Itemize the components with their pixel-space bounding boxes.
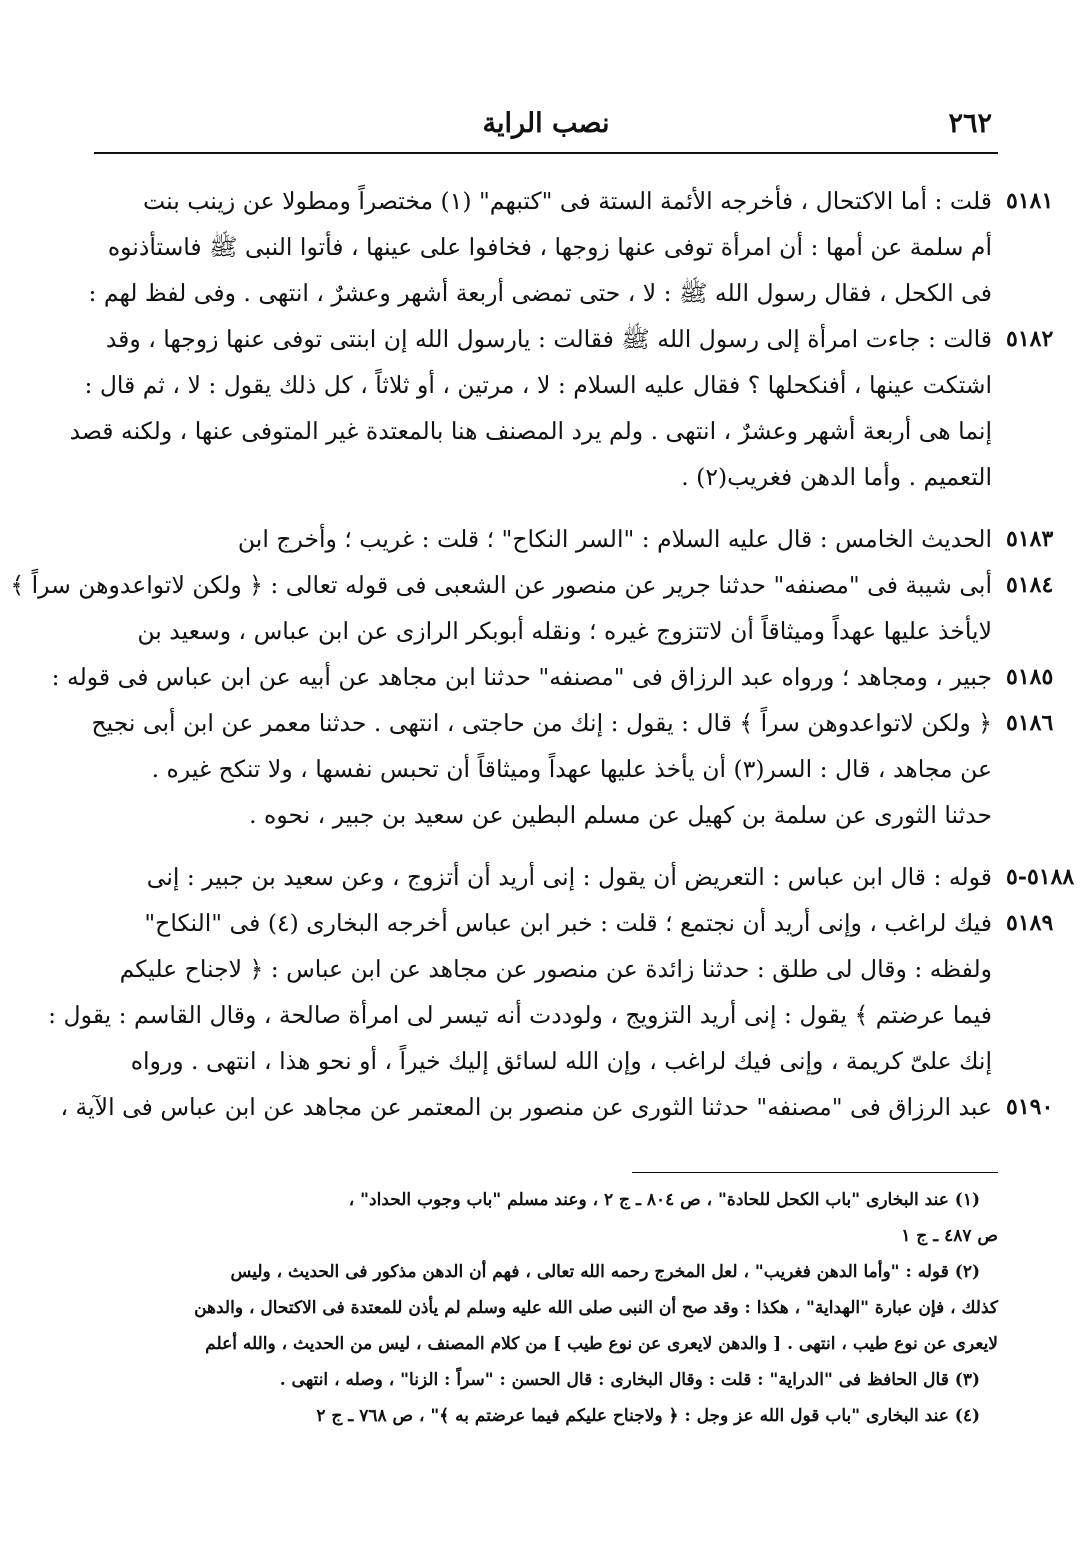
- footnote-line: (٤) عند البخارى "باب قول الله عز وجل : ﴿ ولاجناح عليكم فيما عرضتم به ﴾" ، ص ٧٦٨ ـ ج ٢: [316, 1406, 980, 1426]
- footnote-line: لايعرى عن نوع طيب ، انتهى . [ والدهن لايعرى عن نوع طيب ] من كلام المصنف ، ليس من الحديث ، والله أعلم: [205, 1334, 998, 1354]
- hadith-number: ٥١٨٥: [1006, 664, 1054, 690]
- hadith-number: ٥١٨٣: [1006, 526, 1054, 552]
- text-line: [94, 854, 1075, 900]
- text-line: [60, 1084, 1054, 1130]
- line-text: عن مجاهد ، قال : السر(٣) أن يأخذ عليها عهداً وميثاقاً أن تحبس نفسها ، ولا تنكح غيره .: [151, 755, 992, 783]
- text-line: [94, 608, 998, 654]
- text-line: [69, 408, 998, 454]
- line-text: اشتكت عينها ، أفنكحلها ؟ فقال عليه السلام : لا ، مرتين ، أو ثلاثاً ، كل ذلك يقول : لا ، ثم قال :: [84, 371, 992, 399]
- line-text: قوله : قال ابن عباس : التعريض أن يقول : إنى أريد أن أتزوج ، وعن سعيد بن جبير : إنى: [146, 863, 992, 891]
- text-line: [84, 362, 998, 408]
- footnote-line: (٢) قوله : "وأما الدهن فغريب" ، لعل المخرج رحمه الله تعالى ، فهم أن الدهن مذكور فى الحديث ، وليس: [230, 1262, 980, 1282]
- text-line: [94, 746, 998, 792]
- running-title: نصب الراية: [482, 108, 610, 139]
- hadith-number: ٥١٨٦: [1006, 710, 1054, 736]
- line-text: عبد الرزاق فى "مصنفه" حدثنا الثورى عن منصور بن المعتمر عن مجاهد عن ابن عباس فى الآية ،: [60, 1093, 992, 1121]
- line-text: ولفظه : وقال لى طلق : حدثنا زائدة عن منصور عن مجاهد عن ابن عباس : ﴿ لاجناح عليكم: [119, 955, 992, 983]
- hadith-number: ٥١٨٢: [1006, 326, 1054, 352]
- line-text: قلت : أما الاكتحال ، فأخرجه الأئمة الستة فى "كتبهم" (١) مختصراً ومطولا عن زينب بنت: [143, 187, 992, 215]
- hadith-number: ٥١٨٤: [1006, 572, 1054, 598]
- line-text: أبى شيبة فى "مصنفه" حدثنا جرير عن منصور عن الشعبى فى قوله تعالى : ﴿ ولكن لاتواعدوهن سراً ﴾: [10, 571, 992, 599]
- line-text: حدثنا الثورى عن سلمة بن كهيل عن مسلم البطين عن سعيد بن جبير ، نحوه .: [249, 801, 992, 829]
- text-line: [94, 454, 998, 500]
- footnote-line: (٣) قال الحافظ فى "الدراية" : قلت : وقال البخارى : قال الحسن : "سراً : الزنا" ، وصله ، انتهى .: [279, 1370, 980, 1390]
- text-line: [48, 992, 998, 1038]
- footnote-line: كذلك ، فإن عبارة "الهداية" ، هكذا : وقد صح أن النبى صلى الله عليه وسلم لم يأذن للمعتدة فى الاكتحال ، والدهن: [194, 1298, 998, 1318]
- text-line: [10, 562, 1054, 608]
- hadith-number: ٥١٩٠: [1006, 1094, 1054, 1120]
- footnote-line: (١) عند البخارى "باب الكحل للحادة" ، ص ٨٠٤ ـ ج ٢ ، وعند مسلم "باب وجوب الحداد" ،: [348, 1190, 980, 1210]
- hadith-number: ٥١٨٩: [1006, 910, 1054, 936]
- footnotes: [94, 1182, 998, 1434]
- footnote-line: ص ٤٨٧ ـ ج ١: [901, 1226, 998, 1246]
- text-line: [94, 792, 998, 838]
- line-text: إنما هى أربعة أشهر وعشرٌ ، انتهى . ولم يرد المصنف هنا بالمعتدة غير المتوفى عنها ، ولكنه قصد: [69, 417, 992, 445]
- text-line: [94, 946, 998, 992]
- line-text: إنك علىّ كريمة ، وإنى فيك لراغب ، وإن الله لسائق إليك خيراً ، أو نحو هذا ، انتهى . ورواه: [130, 1047, 992, 1075]
- line-text: الحديث الخامس : قال عليه السلام : "السر النكاح" ؛ قلت : غريب ؛ وأخرج ابن: [237, 525, 992, 553]
- line-text: ﴿ ولكن لاتواعدوهن سراً ﴾ قال : يقول : إنك من حاجتى ، انتهى . حدثنا معمر عن ابن أبى نجيح: [91, 709, 992, 737]
- text-line: [94, 316, 1054, 362]
- line-text: فيك لراغب ، وإنى أريد أن نجتمع ؛ قلت : خبر ابن عباس أخرجه البخارى (٤) فى "النكاح": [144, 909, 992, 937]
- text-line: [94, 1038, 998, 1084]
- text-line: [91, 700, 1054, 746]
- page-number: ٢٦٢: [948, 108, 992, 139]
- line-text: فى الكحل ، فقال رسول الله ﷺ : لا ، حتى تمضى أربعة أشهر وعشرٌ ، انتهى . وفى لفظ لهم :: [88, 279, 992, 307]
- text-line: [51, 654, 1054, 700]
- main-text: [10, 178, 1075, 1130]
- text-line: [94, 224, 998, 270]
- text-line: [94, 178, 1054, 224]
- line-text: قالت : جاءت امرأة إلى رسول الله ﷺ فقالت : يارسول الله إن ابنتى توفى عنها زوجها ، وقد: [105, 325, 992, 353]
- footnote-divider: [632, 1172, 998, 1173]
- line-text: أم سلمة عن أمها : أن امرأة توفى عنها زوجها ، فخافوا على عينها ، فأتوا النبى ﷺ فاستأذنوه: [107, 233, 992, 261]
- page-header: [94, 108, 998, 154]
- text-line: [94, 516, 1054, 562]
- line-text: فيما عرضتم ﴾ يقول : إنى أريد التزويج ، ولوددت أنه تيسر لى امرأة صالحة ، وقال القاسم : يقول :: [48, 1001, 992, 1029]
- line-text: جبير ، ومجاهد ؛ ورواه عبد الرزاق فى "مصنفه" حدثنا ابن مجاهد عن أبيه عن ابن عباس فى قوله :: [51, 663, 992, 691]
- hadith-number: ٥١٨٨-٥: [1006, 864, 1075, 890]
- text-line: [88, 270, 998, 316]
- text-line: [94, 900, 1054, 946]
- hadith-number: ٥١٨١: [1006, 188, 1054, 214]
- line-text: لايأخذ عليها عهداً وميثاقاً أن لاتتزوج غيره ؛ ونقله أبوبكر الرازى عن ابن عباس ، وسعيد بن: [137, 617, 992, 645]
- line-text: التعميم . وأما الدهن فغريب(٢) .: [681, 463, 992, 491]
